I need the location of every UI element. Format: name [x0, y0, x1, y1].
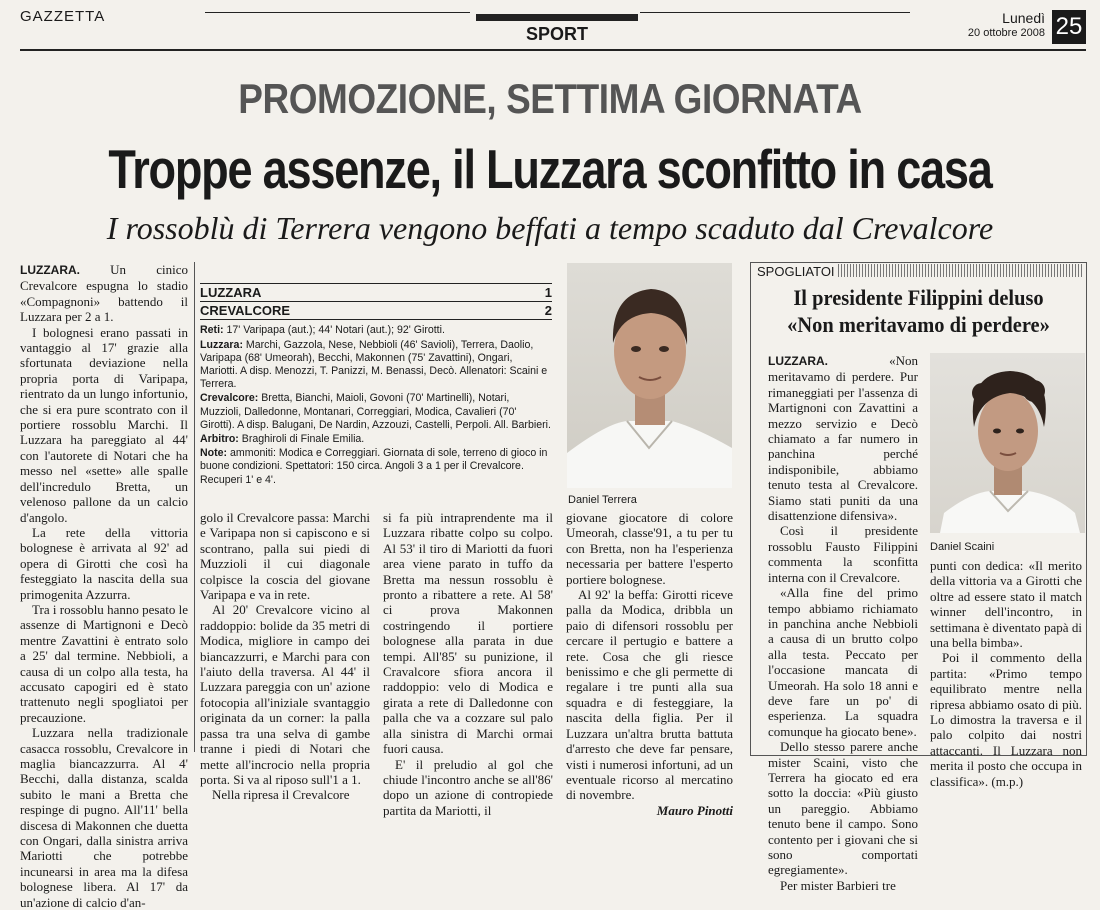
article-lead: LUZZARA. Un cinico Crevalcore espugna lo stadio «Compagnoni» battendo il Luzzara per 2 a 1.	[20, 262, 188, 325]
home-score: 1	[544, 285, 552, 300]
scorebox-notes: Note: ammoniti: Modica e Correggiari. Giornata di sole, terreno di gioco in buone condizioni. Spettatori: 150 circa. Angoli 3 a 1 per il Crevalcore. Recuperi 1' e 4'.	[200, 447, 548, 486]
sidebar-paragraph: Poi il commento della partita: «Primo tempo equilibrato mentre nella ripresa abbiamo osato di più. Lo dimostra la traversa e il palo colpito dai nostri attaccanti. Il Luzzara non merita il posto che occupa in classifica». (m.p.)	[930, 650, 1082, 789]
sidebar-column-2	[930, 558, 1082, 789]
away-team: CREVALCORE	[200, 303, 291, 319]
photo-caption-terrera: Daniel Terrera	[568, 494, 637, 506]
article-column-4	[566, 510, 733, 818]
article-paragraph: giovane giocatore di colore Umeorah, classe'91, a tu per tu con Bretta, non ha l'esperienza necessaria per battere l'esperto portiere bolognese.	[566, 510, 733, 587]
section-bar	[476, 14, 638, 21]
sidebar-paragraph: Dello stesso parere anche mister Scaini, visto che Terrera ha giocato ed era sotto la doccia: «Più giusto un pareggio. Abbiamo tenuto bene il campo. Sono contento per i giovani che si sono comportati egregiamente».	[768, 739, 918, 878]
headline: Troppe assenze, il Luzzara sconfitto in casa	[108, 138, 992, 200]
header-rule-right	[640, 12, 910, 13]
scorebox-referee: Arbitro: Braghiroli di Finale Emilia.	[200, 433, 365, 446]
sidebar-label: SPOGLIATOI	[757, 264, 835, 279]
article-column-1	[20, 262, 188, 910]
kicker: PROMOZIONE, SETTIMA GIORNATA	[238, 75, 862, 122]
header-rule	[20, 49, 1086, 51]
article-paragraph: si fa più intraprendente ma il Luzzara ribatte colpo su colpo. Al 53' il tiro di Mariotti da fuori area viene parato in tuffo da Bretta ma nessun rossoblu è pronto a ribattere a rete. Al 58' ci prova Makonnen costringendo il portiere bolognese alla parata in due tempi. All'85' su punizione, il Cravalcore sfiora ancora il raddoppio: velo di Modica e girata a rete di Dalledonne con palla che va a cozzare sul palo alla sinistra di Marchi ormai fuori causa.	[383, 510, 553, 757]
sidebar-column-1	[768, 353, 918, 893]
header-date: 20 ottobre 2008	[967, 27, 1045, 39]
sidebar-paragraph: punti con dedica: «Il merito della vittoria va a Girotti che oltre ad essere stato il match winner dell'incontro, in settimana è diventato papà di una bella bimba».	[930, 558, 1082, 651]
author-byline: Mauro Pinotti	[656, 802, 733, 818]
masthead: GAZZETTA	[20, 8, 106, 25]
subheadline: I rossoblù di Terrera vengono beffati a tempo scaduto dal Crevalcore	[106, 210, 994, 246]
article-column-2	[200, 510, 370, 803]
article-paragraph: Tra i rossoblu hanno pesato le assenze di Martignoni e Decò mentre Zavattini è entrato solo a 25' dal termine. Nebbioli, a causa di un colpo alla testa, ha accusato capogiri ed è stato trattenuto negli spogliatoi per precauzione.	[20, 601, 188, 725]
sidebar-paragraph: Per mister Barbieri tre	[780, 877, 896, 893]
article-paragraph: Al 92' la beffa: Girotti riceve palla da Modica, dribbla un paio di difensori rossoblu per cercare il pertugio e battere a rete. Cosa che gli riesce benissimo e che gli permette di regalare i tre punti alla sua squadra e di festeggiare, la nascita della figlia. Per il Luzzara un'altra brutta battuta d'arresto che deve far pensare, visti i numerosi infortuni, ad un eventuale ricorso al mercatino di novembre.	[566, 587, 733, 803]
player-photo-terrera	[567, 263, 732, 488]
away-score: 2	[544, 303, 552, 319]
scorebox-goals: Reti: 17' Varipapa (aut.); 44' Notari (aut.); 92' Girotti.	[200, 324, 445, 337]
sidebar-paragraph: «Alla fine del primo tempo abbiamo richiamato in panchina anche Nebbioli a causa di un brutto colpo alla testa. Peccato per l'occasione mancata di Umeorah. Ha solo 18 anni e deve fare un po' di esperienza. La squadra comunque ha giocato bene».	[768, 585, 918, 739]
home-team: LUZZARA	[200, 285, 262, 300]
scorebox-home-row	[200, 283, 552, 302]
sidebar-dateline: LUZZARA.	[768, 354, 828, 368]
article-paragraph: La rete della vittoria bolognese è arrivata al 92' ad opera di Girotti che così ha festeggiato la nascita della sua primogenita Azzurra.	[20, 524, 188, 602]
player-photo-scaini	[930, 353, 1085, 533]
header-day: Lunedì	[1002, 10, 1045, 26]
scorebox-away-lineup: Crevalcore: Bretta, Bianchi, Maioli, Govoni (70' Martinelli), Notari, Muzzioli, Dalledonne, Montanari, Correggiari, Modica, Cavalieri (70' Girotti). A disp. Balugani, De Nardin, Azzouzi, Castelli, Perpoli. All. Barbieri.	[200, 392, 551, 431]
scorebox-home-lineup: Luzzara: Marchi, Gazzola, Nese, Nebbioli (46' Savioli), Terrera, Daolio, Varipapa (68' Umeorah), Becchi, Makonnen (75' Zavattini), Ongari, Mariotti. A disp. Menozzi, T. Panizzi, M. Benassi, Decò. Allenatori: Scaini e Terrera.	[200, 338, 548, 391]
header-rule-left	[205, 12, 470, 13]
match-scorebox	[200, 283, 552, 488]
section-label: SPORT	[525, 24, 588, 44]
sidebar-paragraph: Così il presidente rossoblu Fausto Filippini commenta la sconfitta interna con il Crevalcore.	[768, 523, 918, 585]
sidebar-label-pattern	[838, 264, 1082, 277]
page-number: 25	[1052, 10, 1086, 44]
article-paragraph: I bolognesi erano passati in vantaggio al 17' grazie alla sfortunata deviazione nella propria porta di Varipapa, rientrato da un lungo infortunio, che si era pure scontrato con il portiere rossoblu Marchi. Il Luzzara ha pareggiato al 44' con l'autorete di Notari che ha messo nel «sette» alle spalle dell'incredulo Bretta, un velenoso pallone da un calcio d'angolo.	[20, 324, 188, 525]
article-paragraph: E' il preludio al gol che chiude l'incontro anche se all'86' dopo un azione di contropiede partita da Mariotti, il	[383, 756, 553, 818]
sidebar-lead: LUZZARA. «Non meritavamo di perdere. Pur rimaneggiati per l'assenza di Martignoni con Zavattini a mezzo servizio e Decò chiamato a far numero in panchina perché indisponibile, abbiamo tenuto testa al Crevalcore. Siamo stati puniti da una disattenzione difensiva».	[768, 353, 918, 524]
photo-caption-scaini: Daniel Scaini	[930, 541, 995, 553]
scorebox-away-row	[200, 302, 552, 320]
article-paragraph: golo il Crevalcore passa: Marchi e Varipapa non si capiscono e si scontrano, palla sui piedi di Muzzioli il cui diagonale colpisce la coscia del giovane Varipapa e va in rete.	[200, 510, 370, 603]
sidebar-title: Il presidente Filippini deluso «Non meritavamo di perdere»	[787, 285, 1050, 337]
dateline: LUZZARA.	[20, 263, 80, 277]
article-paragraph: Luzzara nella tradizionale casacca rossoblu, Crevalcore in maglia biancazzurra. Al 4' Becchi, dalla distanza, scalda subito le mani a Bretta che respinge di pugno. All'11' bella discesa di Makonnen che duetta con Ongari, dalla sinistra arriva Mariotti che potrebbe incunearsi in area ma la difesa bolognese libera. Al 17' da un'azione di calcio d'an-	[20, 725, 188, 910]
column-divider	[194, 262, 195, 752]
article-paragraph: Nella ripresa il Crevalcore	[212, 787, 350, 803]
article-paragraph: Al 20' Crevalcore vicino al raddoppio: bolide da 35 metri di Modica, migliore in campo dei biancazzurri, e Marchi para con l'aiuto della traversa. Al 44' il Luzzara pareggia con un' azione fotocopia all'iniziale svantaggio originata da un corner: la palla passa tra una selva di gambe tranne i piedi di Notari che mette all'incrocio nella propria porta. Si va al riposo sull'1 a 1.	[200, 602, 370, 787]
article-column-3	[383, 510, 553, 818]
